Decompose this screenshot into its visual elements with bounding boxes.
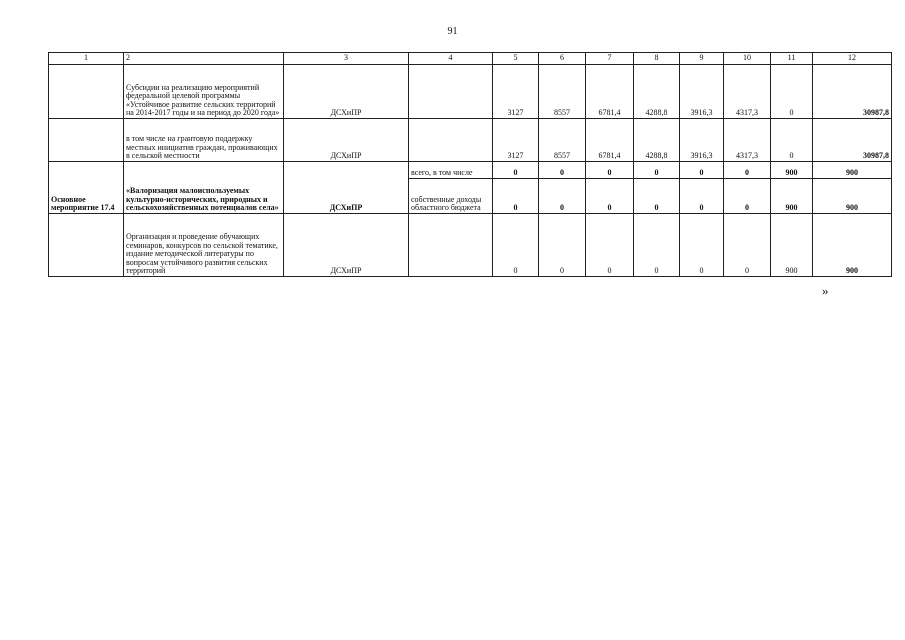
total-cell: 900 (813, 179, 892, 214)
page-number: 91 (447, 26, 458, 37)
value-cell: 4317,3 (724, 65, 771, 119)
total-cell: 30987,8 (813, 65, 892, 119)
header-cell: 5 (493, 53, 539, 65)
table-row (49, 214, 892, 277)
empty-cell (49, 119, 124, 162)
value-cell: 0 (539, 179, 586, 214)
value-cell: 0 (539, 214, 586, 277)
header-cell: 2 (124, 53, 284, 65)
header-cell: 4 (409, 53, 493, 65)
value-cell: 900 (771, 162, 813, 179)
header-cell: 6 (539, 53, 586, 65)
value-cell: 0 (493, 179, 539, 214)
header-cell: 10 (724, 53, 771, 65)
empty-cell (49, 214, 124, 277)
value-cell: 900 (771, 179, 813, 214)
value-cell: 0 (586, 214, 634, 277)
value-cell: 4288,8 (634, 65, 680, 119)
main-event-description: «Валоризация малоиспользуемых культурно-исторических, природных и сельскохозяйственных потенциалов села» (124, 162, 284, 214)
row-description: Субсидии на реализацию мероприятий федеральной целевой программы «Устойчивое развитие сельских территорий на 2014-2017 годы и на период до 2020 года» (124, 65, 284, 119)
row-executor: ДСХиПР (284, 65, 409, 119)
value-cell: 4288,8 (634, 119, 680, 162)
value-cell: 0 (539, 162, 586, 179)
value-cell: 3127 (493, 65, 539, 119)
main-event-executor: ДСХиПР (284, 162, 409, 214)
value-cell: 0 (680, 214, 724, 277)
value-cell: 0 (493, 214, 539, 277)
header-cell: 12 (813, 53, 892, 65)
value-cell: 0 (586, 179, 634, 214)
empty-cell (409, 65, 493, 119)
value-cell: 4317,3 (724, 119, 771, 162)
value-cell: 0 (634, 162, 680, 179)
table-row (49, 119, 892, 162)
value-cell: 0 (724, 162, 771, 179)
value-cell: 0 (634, 214, 680, 277)
value-cell: 0 (771, 65, 813, 119)
value-cell: 8557 (539, 65, 586, 119)
row-executor: ДСХиПР (284, 119, 409, 162)
value-cell: 0 (724, 179, 771, 214)
value-cell: 0 (771, 119, 813, 162)
value-cell: 6781,4 (586, 65, 634, 119)
header-cell: 1 (49, 53, 124, 65)
header-cell: 9 (680, 53, 724, 65)
row-executor: ДСХиПР (284, 214, 409, 277)
main-event-label: Основное мероприятие 17.4 (49, 162, 124, 214)
value-cell: 6781,4 (586, 119, 634, 162)
table-row (49, 162, 892, 179)
value-cell: 0 (493, 162, 539, 179)
value-cell: 3916,3 (680, 65, 724, 119)
value-cell: 3127 (493, 119, 539, 162)
total-cell: 900 (813, 214, 892, 277)
row-description: в том числе на грантовую поддержку местных инициатив граждан, проживающих в сельской местности (124, 119, 284, 162)
header-row (49, 53, 892, 65)
funding-source-total: всего, в том числе (409, 162, 493, 179)
header-cell: 7 (586, 53, 634, 65)
header-cell: 11 (771, 53, 813, 65)
funding-source-own: собственные доходы областного бюджета (409, 179, 493, 214)
empty-cell (409, 119, 493, 162)
header-cell: 8 (634, 53, 680, 65)
budget-table (48, 52, 892, 277)
value-cell: 3916,3 (680, 119, 724, 162)
header-cell: 3 (284, 53, 409, 65)
value-cell: 0 (724, 214, 771, 277)
value-cell: 900 (771, 214, 813, 277)
empty-cell (409, 214, 493, 277)
empty-cell (49, 65, 124, 119)
value-cell: 0 (586, 162, 634, 179)
total-cell: 30987,8 (813, 119, 892, 162)
value-cell: 0 (680, 179, 724, 214)
value-cell: 0 (680, 162, 724, 179)
total-cell: 900 (813, 162, 892, 179)
value-cell: 0 (634, 179, 680, 214)
table-row (49, 65, 892, 119)
closing-quote-mark: » (822, 283, 829, 298)
row-description: Организация и проведение обучающих семинаров, конкурсов по сельской тематике, издание методической литературы по вопросам устойчивого развития сельских территорий (124, 214, 284, 277)
value-cell: 8557 (539, 119, 586, 162)
